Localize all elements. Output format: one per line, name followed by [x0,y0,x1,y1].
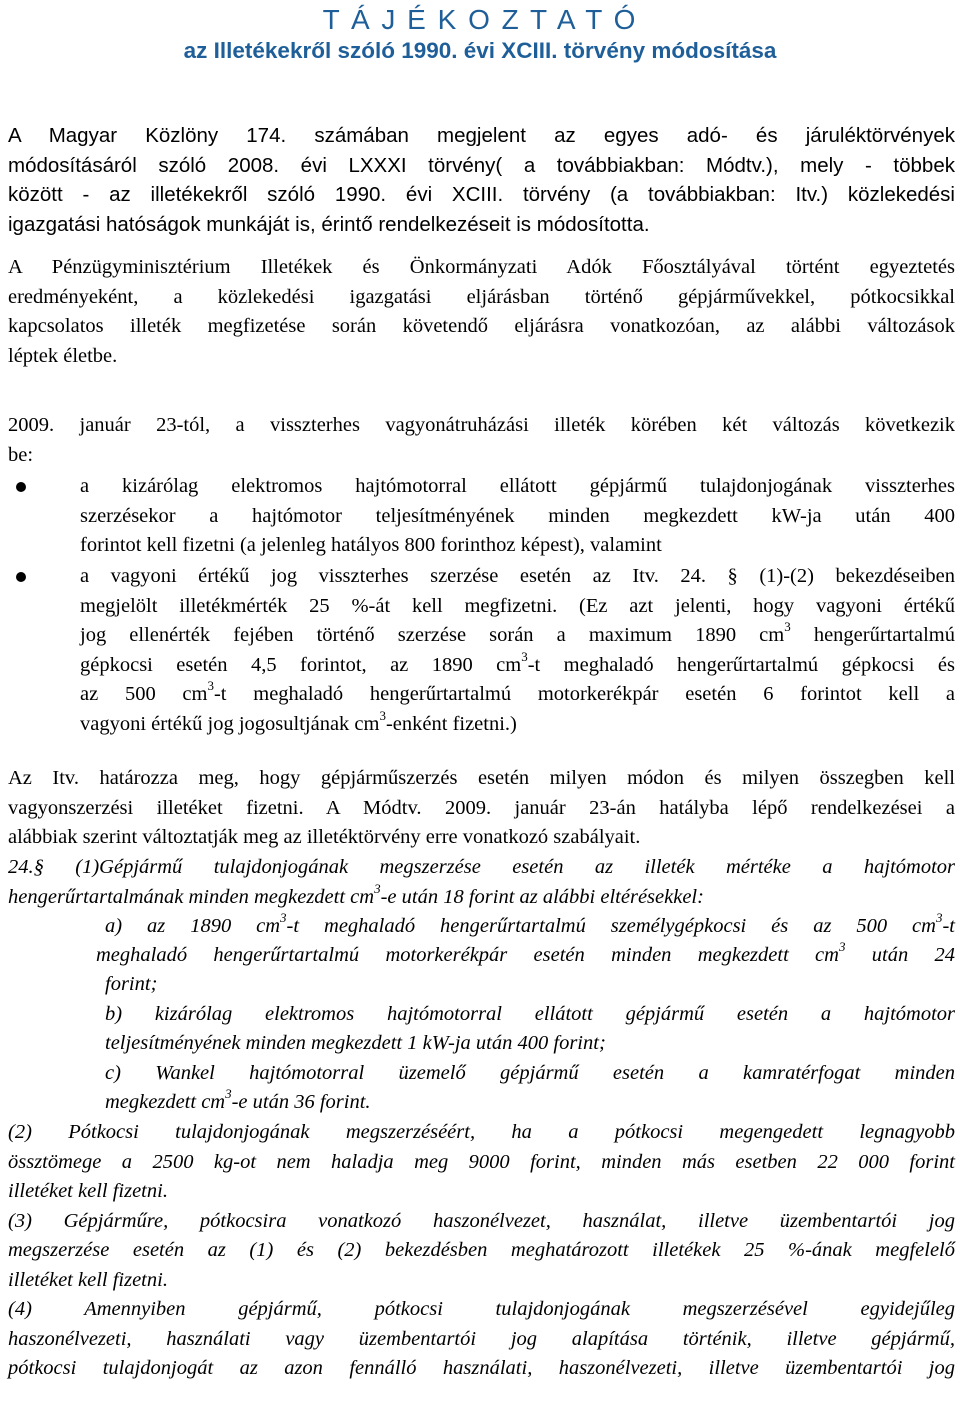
paragraph-line: A Magyar Közlöny 174. számában megjelent az egyes adó- és járuléktörvények [8,124,955,147]
text-segment: -t meghaladó hengerűrtartalmú személygépkocsi és az 500 cm [286,915,936,937]
bullet-line: a vagyoni értékű jog visszterhes szerzése esetén az Itv. 24. § (1)-(2) bekezdéseiben [80,565,955,587]
bullet-line: a kizárólag elektromos hajtómotorral ellátott gépjármű tulajdonjogának visszterhes [80,475,955,497]
paragraph-line: léptek életbe. [8,344,118,367]
text-segment: hengerűrtartalmú [790,624,955,646]
text-segment: megkezdett cm [105,1091,226,1113]
law-line: (2) Pótkocsi tulajdonjogának megszerzéséért, ha a pótkocsi megengedett legnagyobb [8,1121,955,1143]
text-segment: vagyoni értékű jog jogosultjának cm [80,712,380,735]
law-line: (3) Gépjárműre, pótkocsira vonatkozó haszonélvezet, használat, illetve üzembentartói jog [8,1209,955,1232]
law-line: c) Wankel hajtómotorral üzemelő gépjármű esetén a kamratérfogat minden [105,1061,955,1084]
law-line: pótkocsi tulajdonjogát az azon fennálló használati, haszonélvezeti, illetve üzembentartói jog [8,1357,955,1379]
text-segment: meghaladó hengerűrtartalmú motorkerékpár esetén minden megkezdett cm [96,944,839,966]
bullet-icon [16,482,26,492]
law-subsection-items [105,970,955,1118]
law-line: haszonélvezeti, használati vagy üzembentartói jog alapítása történik, illetve gépjármű, [8,1327,955,1350]
text-segment: -t [942,915,955,937]
law-line: össztömege a 2500 kg-ot nem haladja meg 9000 forint, minden más esetben 22 000 forint [8,1150,955,1173]
document-title: T Á J É K O Z T A T Ó [322,4,638,35]
paragraph-line: módosításáról szóló 2008. évi LXXXI törvény( a továbbiakban: Módtv.), mely - többek [8,153,955,177]
law-line [105,912,955,942]
superscript: 3 [379,707,386,723]
bullet-line [80,621,955,651]
law-sections-2-4 [8,1118,955,1384]
superscript: 3 [521,648,528,664]
paragraph-line: között - az illetékekről szóló 1990. évi XCIII. törvény (a továbbiakban: Itv.) közlekedési [8,183,955,206]
text-segment: -t meghaladó hengerűrtartalmú gépkocsi és [527,653,955,676]
superscript: 3 [280,910,287,926]
bullet-line: szerzésekor a hajtómotor teljesítményének minden megkezdett kW-ja után 400 [80,504,955,527]
text-segment: -enként fizetni.) [385,712,517,735]
bullet-line [80,707,955,740]
text-segment: a) az 1890 cm [105,915,281,937]
text-segment: jog ellenérték fejében történő szerzése során a maximum 1890 cm [80,624,785,646]
ministry-paragraph [8,253,955,371]
intro-paragraph [8,121,955,239]
text-segment: hengerűrtartalmának minden megkezdett cm [8,885,375,908]
bullet-item-electric [80,472,955,561]
bullet-icon [16,572,26,582]
superscript: 3 [838,939,846,955]
law-line: 24.§ (1)Gépjármű tulajdonjogának megszerzése esetén az illeték mértéke a hajtómotor [8,856,955,878]
law-continuation [8,941,955,971]
text-segment: az 500 cm [80,683,208,705]
text-segment: után 24 [845,944,955,966]
bullet-line: forintot kell fizetni (a jelenleg hatályos 800 forinthoz képest), valamint [80,534,662,556]
paragraph-line: 2009. január 23-tól, a visszterhes vagyonátruházási illeték körében két változás következik [8,414,955,436]
superscript: 3 [225,1086,232,1102]
paragraph-line: kapcsolatos illeték megfizetése során követendő eljárásra vonatkozóan, az alábbi változások [8,315,955,337]
superscript: 3 [935,910,943,926]
text-segment: -e után 36 forint. [231,1091,371,1113]
law-section-1 [8,853,955,912]
changes-paragraph [8,411,955,470]
law-line: megszerzése esetén az (1) és (2) bekezdésben meghatározott illetékek 25 %-ának megfelelő [8,1239,955,1261]
paragraph-line: be: [8,443,34,466]
paragraph-line: Az Itv. határozza meg, hogy gépjárműszerzés esetén milyen módon és milyen összegben kell [8,767,955,789]
text-segment: -e után 18 forint az alábbi eltérésekkel: [380,885,704,908]
superscript: 3 [207,678,214,694]
bullet-line [80,648,955,681]
paragraph-line: alábbiak szerint változtatják meg az illetéktörvény erre vonatkozó szabályait. [8,826,641,848]
paragraph-line: eredményeként, a közlekedési igazgatási eljárásban történő gépjárművekkel, pótkocsikkal [8,285,955,308]
law-line [8,941,955,971]
text-segment: gépkocsi esetén 4,5 forintot, az 1890 cm [80,653,522,676]
law-subsections-abc [105,912,955,942]
law-line: forint; [105,973,158,995]
law-line: illetéket kell fizetni. [8,1180,168,1202]
law-line [8,880,955,913]
law-line: teljesítményének minden megkezdett 1 kW-ja után 400 forint; [105,1032,606,1054]
paragraph-line: vagyonszerzési illetéket fizetni. A Módtv. 2009. január 23-án hatályba lépő rendelkezései a [8,796,955,819]
law-line: illetéket kell fizetni. [8,1268,168,1291]
superscript: 3 [374,880,381,896]
paragraph-line: A Pénzügyminisztérium Illetékek és Önkormányzati Adók Főosztályával történt egyeztetés [8,256,955,278]
document-subtitle: az Illetékekről szóló 1990. évi XCIII. törvény módosítása [183,38,777,63]
bullet-item-property-rights [80,562,955,739]
law-line [105,1088,955,1118]
law-line: b) kizárólag elektromos hajtómotorral ellátott gépjármű esetén a hajtómotor [105,1002,955,1025]
superscript: 3 [784,619,791,635]
bullet-line: megjelölt illetékmérték 25 %-át kell megfizetni. (Ez azt jelenti, hogy vagyoni értékű [80,594,955,617]
bullet-line [80,680,955,710]
itv-paragraph [8,764,955,853]
paragraph-line: igazgatási hatóságok munkáját is, érintő rendelkezéseit is módosította. [8,212,650,236]
law-line: (4) Amennyiben gépjármű, pótkocsi tulajdonjogának megszerzésével egyidejűleg [8,1298,955,1320]
text-segment: -t meghaladó hengerűrtartalmú motorkerékpár esetén 6 forintot kell a [213,683,955,705]
